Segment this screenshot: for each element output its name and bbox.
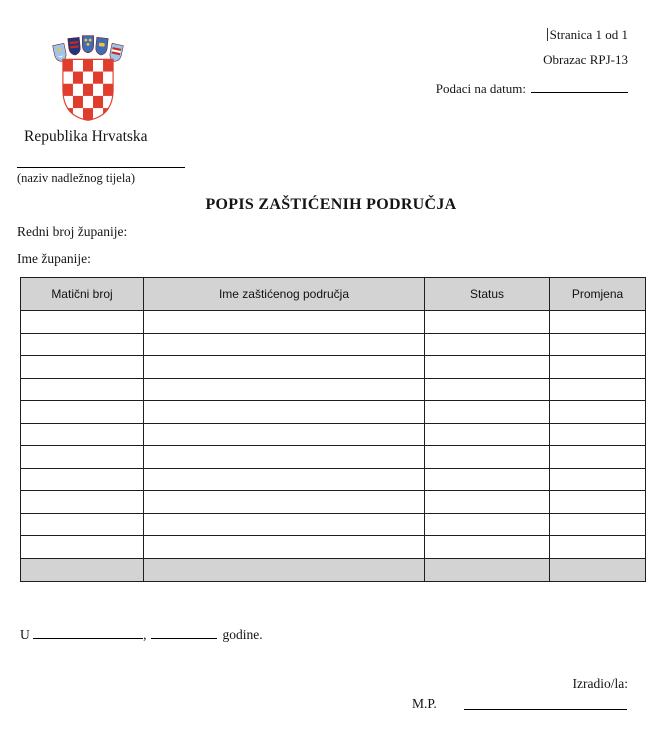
page-indicator-text: Stranica 1 od 1 <box>549 27 628 42</box>
table-cell-empty[interactable] <box>425 513 550 536</box>
table-row <box>21 491 646 514</box>
table-cell-empty[interactable] <box>425 491 550 514</box>
table-cell-empty[interactable] <box>550 378 646 401</box>
page-indicator <box>547 27 628 43</box>
table-cell-empty[interactable] <box>21 333 144 356</box>
table-cell-empty[interactable] <box>425 378 550 401</box>
table-cell-empty[interactable] <box>550 311 646 334</box>
prepared-by-label: Izradio/la: <box>572 676 628 691</box>
summary-cell[interactable] <box>21 558 144 581</box>
col-header-ime-zasticenog-podrucja: Ime zaštićenog područja <box>144 278 425 311</box>
table-cell-empty[interactable] <box>144 468 425 491</box>
table-row <box>21 401 646 424</box>
data-date-blank[interactable] <box>531 80 628 93</box>
table-cell-empty[interactable] <box>550 536 646 559</box>
table-cell-empty[interactable] <box>21 468 144 491</box>
table-cell-empty[interactable] <box>550 491 646 514</box>
table-row <box>21 333 646 356</box>
table-cell-empty[interactable] <box>144 491 425 514</box>
table-cell-empty[interactable] <box>21 423 144 446</box>
table-cell-empty[interactable] <box>550 513 646 536</box>
table-cell-empty[interactable] <box>21 513 144 536</box>
table-cell-empty[interactable] <box>144 536 425 559</box>
table-cell-empty[interactable] <box>550 401 646 424</box>
table-row <box>21 378 646 401</box>
table-header-row <box>21 278 646 311</box>
table-cell-empty[interactable] <box>21 491 144 514</box>
stamp-label: M.P. <box>412 696 437 711</box>
table-cell-empty[interactable] <box>144 378 425 401</box>
table-cell-empty[interactable] <box>21 311 144 334</box>
table-cell-empty[interactable] <box>144 311 425 334</box>
table-cell-empty[interactable] <box>21 401 144 424</box>
table-cell-empty[interactable] <box>144 423 425 446</box>
table-row <box>21 423 646 446</box>
signature-blank-line[interactable] <box>464 709 627 710</box>
county-name-label: Ime županije: <box>17 251 91 266</box>
table-cell-empty[interactable] <box>425 401 550 424</box>
table-cell-empty[interactable] <box>21 536 144 559</box>
summary-cell[interactable] <box>550 558 646 581</box>
protected-areas-table-wrap <box>20 277 645 582</box>
table-cell-empty[interactable] <box>425 333 550 356</box>
protected-areas-table <box>20 277 646 582</box>
table-cell-empty[interactable] <box>21 356 144 379</box>
table-row <box>21 356 646 379</box>
table-cell-empty[interactable] <box>144 333 425 356</box>
date-blank[interactable] <box>151 626 217 639</box>
table-cell-empty[interactable] <box>550 423 646 446</box>
table-row <box>21 513 646 536</box>
table-cell-empty[interactable] <box>425 468 550 491</box>
table-cell-empty[interactable] <box>21 378 144 401</box>
document-title: POPIS ZAŠTIĆENIH PODRUČJA <box>205 196 457 213</box>
comma: , <box>143 627 147 642</box>
table-row <box>21 446 646 469</box>
table-cell-empty[interactable] <box>425 356 550 379</box>
country-label: Republika Hrvatska <box>24 128 148 145</box>
table-cell-empty[interactable] <box>425 446 550 469</box>
county-number-label: Redni broj županije: <box>17 224 128 239</box>
col-header-promjena: Promjena <box>550 278 646 311</box>
table-cell-empty[interactable] <box>144 356 425 379</box>
table-cell-empty[interactable] <box>550 333 646 356</box>
croatia-coat-of-arms-icon <box>52 35 124 121</box>
authority-caption: (naziv nadležnog tijela) <box>17 171 135 185</box>
table-cell-empty[interactable] <box>144 513 425 536</box>
table-cell-empty[interactable] <box>21 446 144 469</box>
table-cell-empty[interactable] <box>144 401 425 424</box>
table-cell-empty[interactable] <box>550 468 646 491</box>
data-date-row <box>436 80 628 97</box>
summary-cell[interactable] <box>144 558 425 581</box>
text-cursor <box>547 28 548 41</box>
table-cell-empty[interactable] <box>550 446 646 469</box>
table-row <box>21 311 646 334</box>
table-row <box>21 536 646 559</box>
table-cell-empty[interactable] <box>425 423 550 446</box>
table-body <box>21 311 646 582</box>
place-prefix: U <box>20 627 30 642</box>
place-date-line <box>20 626 263 643</box>
summary-cell[interactable] <box>425 558 550 581</box>
table-cell-empty[interactable] <box>425 311 550 334</box>
closing-suffix: godine. <box>222 627 263 642</box>
table-row <box>21 468 646 491</box>
col-header-maticni-broj: Matični broj <box>21 278 144 311</box>
table-cell-empty[interactable] <box>550 356 646 379</box>
table-cell-empty[interactable] <box>144 446 425 469</box>
table-cell-empty[interactable] <box>425 536 550 559</box>
table-summary-row <box>21 558 646 581</box>
place-blank[interactable] <box>33 626 143 639</box>
col-header-status: Status <box>425 278 550 311</box>
authority-blank-line[interactable] <box>17 167 185 168</box>
data-date-label: Podaci na datum: <box>435 81 526 96</box>
form-code: Obrazac RPJ-13 <box>543 52 628 67</box>
